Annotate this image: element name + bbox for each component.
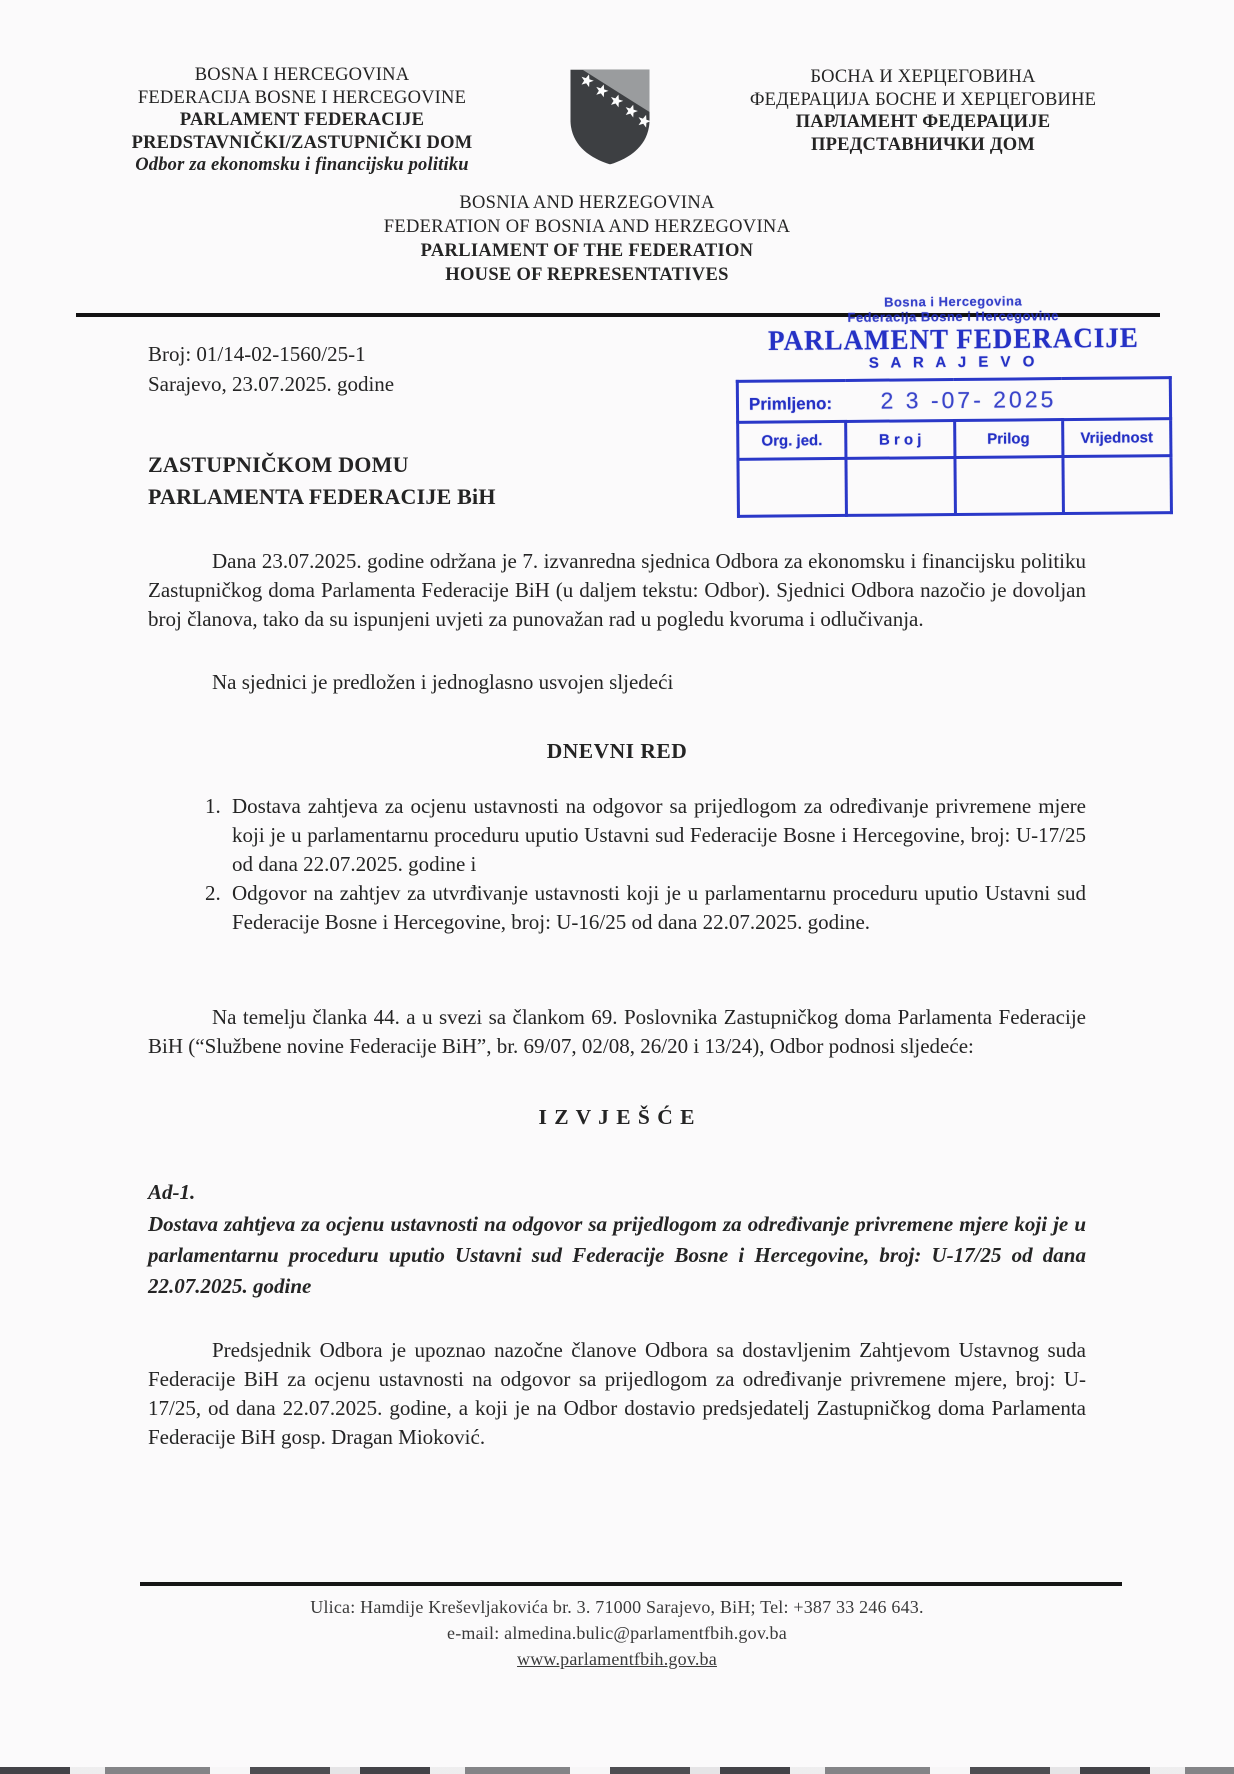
letterhead-cyrillic-parliament: ПАРЛАМЕНТ ФЕДЕРАЦИЈЕ (795, 112, 1051, 132)
footer (0, 1582, 1234, 1672)
stamp-empty-cell (738, 458, 847, 516)
letterhead-cyrillic-house: ПРЕДСТАВНИЧКИ ДОМ (811, 134, 1035, 155)
letterhead-latin-country: BOSNA I HERCEGOVINA (194, 65, 410, 85)
letterhead-latin (92, 64, 512, 177)
footer-website: www.parlamentfbih.gov.ba (517, 1649, 717, 1669)
stamp-federation: Federacija Bosne i Hercegovine (847, 308, 1060, 325)
letterhead-latin-parliament: PARLAMENT FEDERACIJE (179, 110, 425, 130)
paragraph-agenda-intro: Na sjednici je predložen i jednoglasno usvojen sljedeći (212, 669, 674, 694)
coat-of-arms-icon (564, 66, 656, 169)
stamp-empty-cell (954, 457, 1063, 515)
addressee-line1: ZASTUPNIČKOM DOMU (148, 451, 409, 477)
letterhead-english (0, 191, 1174, 287)
footer-divider-rule (140, 1582, 1122, 1586)
stamp-title: PARLAMENT FEDERACIJE (767, 321, 1139, 357)
stamp-table (736, 376, 1173, 518)
stamp-city: S A R A J E V O (868, 353, 1039, 372)
letterhead-english-federation: FEDERATION OF BOSNIA AND HERZEGOVINA (383, 216, 791, 237)
stamp-col-broj: B r o j (846, 420, 955, 458)
agenda-list (186, 792, 1086, 937)
stamp-col-prilog: Prilog (954, 420, 1063, 458)
letterhead-english-house: HOUSE OF REPRESENTATIVES (445, 264, 729, 285)
letterhead-english-parliament: PARLIAMENT OF THE FEDERATION (420, 240, 754, 261)
letterhead-english-country: BOSNIA AND HERZEGOVINA (459, 192, 715, 213)
agenda-item-2: 2. Odgovor na zahtjev za utvrđivanje ustavnosti koji je u parlamentarnu proceduru uputio Ustavni sud Federacije Bosne i Hercegovine, broj: U-16/25 od dana 22.07.2025. godine. (226, 879, 1086, 937)
paragraph-legal-basis: Na temelju članka 44. a u svezi sa člankom 69. Poslovnika Zastupničkog doma Parlamenta Federacije BiH (“Službene novine Federacije BiH”, br. 69/07, 02/08, 26/20 i 13/24), Odbor podnosi sljedeće: (148, 1004, 1086, 1058)
letterhead-cyrillic (708, 64, 1138, 156)
ad1-subject: Dostava zahtjeva za ocjenu ustavnosti na odgovor sa prijedlogom za određivanje privremene mjere koji je u parlamentarnu proceduru uputio Ustavni sud Federacije Bosne i Hercegovine, broj: U-17/25 od dana 22.07.2025. godine (148, 1211, 1086, 1298)
agenda-item-1: 1. Dostava zahtjeva za ocjenu ustavnosti na odgovor sa prijedlogom za određivanje privremene mjere koji je u parlamentarnu proceduru uputio Ustavni sud Federacije Bosne i Hercegovine, broj: U-17/25 od dana 22.07.2025. godine i (226, 792, 1086, 879)
addressee-line2: PARLAMENTA FEDERACIJE BiH (148, 483, 496, 509)
reference-number: Broj: 01/14-02-1560/25-1 (148, 341, 366, 366)
stamp-received-date: 2 3 -07- 2025 (880, 385, 1057, 414)
stamp-col-org-jed: Org. jed. (738, 421, 847, 459)
letterhead-committee: Odbor za ekonomsku i financijsku politiku (135, 155, 469, 175)
stamp-col-vrijednost: Vrijednost (1062, 419, 1171, 457)
stamp-received-cell (737, 378, 1170, 423)
letterhead-latin-house: PREDSTAVNIČKI/ZASTUPNIČKI DOM (131, 132, 473, 153)
report-title: I Z V J E Š Ć E (538, 1104, 696, 1129)
stamp-empty-cell (846, 457, 955, 515)
stamp-country: Bosna i Hercegovina (883, 293, 1023, 310)
letterhead (0, 0, 1234, 177)
footer-address: Ulica: Hamdije Kreševljakovića br. 3. 71000 Sarajevo, BiH; Tel: +387 33 246 643. (310, 1597, 924, 1617)
paragraph-chairman: Predsjednik Odbora je upoznao nazočne članove Odbora sa dostavljenim Zahtjevom Ustavnog suda Federacije BiH za ocjenu ustavnosti na odgovor sa prijedlogom za određivanje privremene mjere, broj: U-17/25, od dana 22.07.2025. godine, a koji je na Odbor dostavio predsjedatelj Zastupničkog doma Parlamenta Federacije BiH gosp. Dragan Mioković. (148, 1337, 1086, 1449)
letterhead-cyrillic-federation: ФЕДЕРАЦИЈА БОСНЕ И ХЕРЦЕГОВИНЕ (749, 89, 1097, 110)
stamp-empty-cell (1063, 456, 1172, 514)
letterhead-cyrillic-country: БОСНА И ХЕРЦЕГОВИНА (810, 67, 1036, 87)
scan-edge-artifact (0, 1767, 1234, 1774)
letterhead-latin-federation: FEDERACIJA BOSNE I HERCEGOVINE (137, 87, 467, 108)
stamp-received-label: Primljeno: (748, 393, 833, 414)
reference-place-date: Sarajevo, 23.07.2025. godine (148, 371, 395, 396)
footer-email: e-mail: almedina.bulic@parlamentfbih.gov.ba (447, 1623, 787, 1643)
ad1-label: Ad-1. (148, 1179, 196, 1204)
paragraph-session-intro: Dana 23.07.2025. godine održana je 7. izvanredna sjednica Odbora za ekonomsku i financijsku politiku Zastupničkog doma Parlamenta Federacije BiH (u daljem tekstu: Odbor). Sjednici Odbora nazočio je dovoljan broj članova, tako da su ispunjeni uvjeti za punovažan rad u pogledu kvoruma i odlučivanja. (148, 548, 1086, 631)
agenda-title: DNEVNI RED (546, 738, 688, 763)
receipt-stamp (735, 292, 1173, 518)
